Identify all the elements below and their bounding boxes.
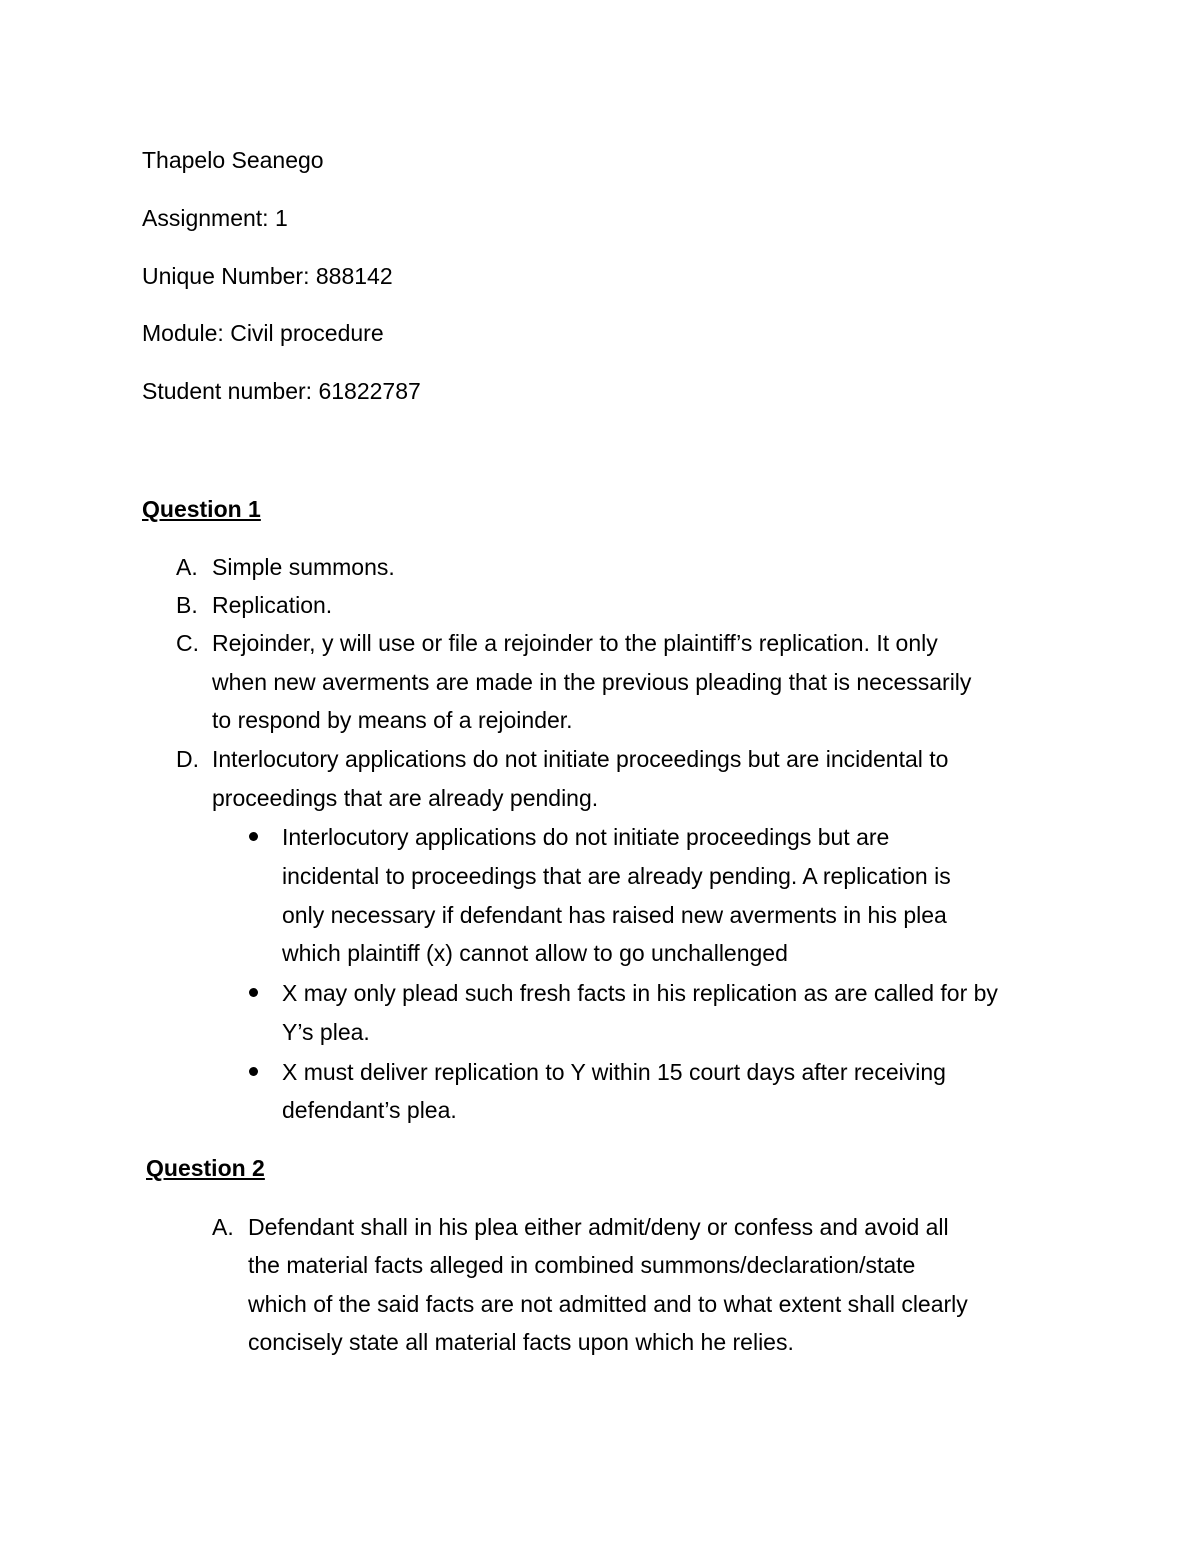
- q1-item-c-line-1: Rejoinder, y will use or file a rejoinder to the plaintiff’s replication. It only: [212, 630, 938, 656]
- q1-item-d-line-2: proceedings that are already pending.: [212, 785, 599, 811]
- unique-number-line: Unique Number: 888142: [142, 263, 393, 289]
- q1-item-c-letter: C.: [176, 630, 199, 656]
- q1-bullet-1-line-3: only necessary if defendant has raised new averments in his plea: [282, 902, 947, 928]
- q2-item-a-letter: A.: [212, 1214, 234, 1240]
- q1-bullet-2-line-2: Y’s plea.: [282, 1019, 370, 1045]
- bullet-icon: [249, 988, 258, 997]
- q2-item-a-line-1: Defendant shall in his plea either admit/deny or confess and avoid all: [248, 1214, 949, 1240]
- q1-bullet-3-line-1: X must deliver replication to Y within 15 court days after receiving: [282, 1059, 946, 1085]
- assignment-line: Assignment: 1: [142, 205, 288, 231]
- q1-item-c-line-2: when new averments are made in the previous pleading that is necessarily: [212, 669, 972, 695]
- q1-item-b-text: Replication.: [212, 592, 333, 618]
- q1-item-a-text: Simple summons.: [212, 554, 395, 580]
- q1-item-d-line-1: Interlocutory applications do not initiate proceedings but are incidental to: [212, 746, 949, 772]
- q1-bullet-1-line-4: which plaintiff (x) cannot allow to go unchallenged: [282, 940, 788, 966]
- q1-item-a-letter: A.: [176, 554, 198, 580]
- q2-item-a-line-2: the material facts alleged in combined summons/declaration/state: [248, 1252, 916, 1278]
- q1-item-b-letter: B.: [176, 592, 198, 618]
- q1-item-d-letter: D.: [176, 746, 199, 772]
- q1-bullet-1-line-2: incidental to proceedings that are already pending. A replication is: [282, 863, 951, 889]
- q1-bullet-1-line-1: Interlocutory applications do not initiate proceedings but are: [282, 824, 890, 850]
- q2-item-a-line-3: which of the said facts are not admitted and to what extent shall clearly: [248, 1291, 968, 1317]
- question-2-heading: Question 2: [146, 1155, 265, 1181]
- q2-item-a-line-4: concisely state all material facts upon which he relies.: [248, 1329, 794, 1355]
- bullet-icon: [249, 1067, 258, 1076]
- q1-bullet-3-line-2: defendant’s plea.: [282, 1097, 457, 1123]
- bullet-icon: [249, 832, 258, 841]
- module-line: Module: Civil procedure: [142, 320, 384, 346]
- question-1-heading: Question 1: [142, 496, 261, 522]
- q1-item-c-line-3: to respond by means of a rejoinder.: [212, 707, 573, 733]
- student-number-line: Student number: 61822787: [142, 378, 421, 404]
- q1-bullet-2-line-1: X may only plead such fresh facts in his replication as are called for by: [282, 980, 998, 1006]
- student-name: Thapelo Seanego: [142, 147, 324, 173]
